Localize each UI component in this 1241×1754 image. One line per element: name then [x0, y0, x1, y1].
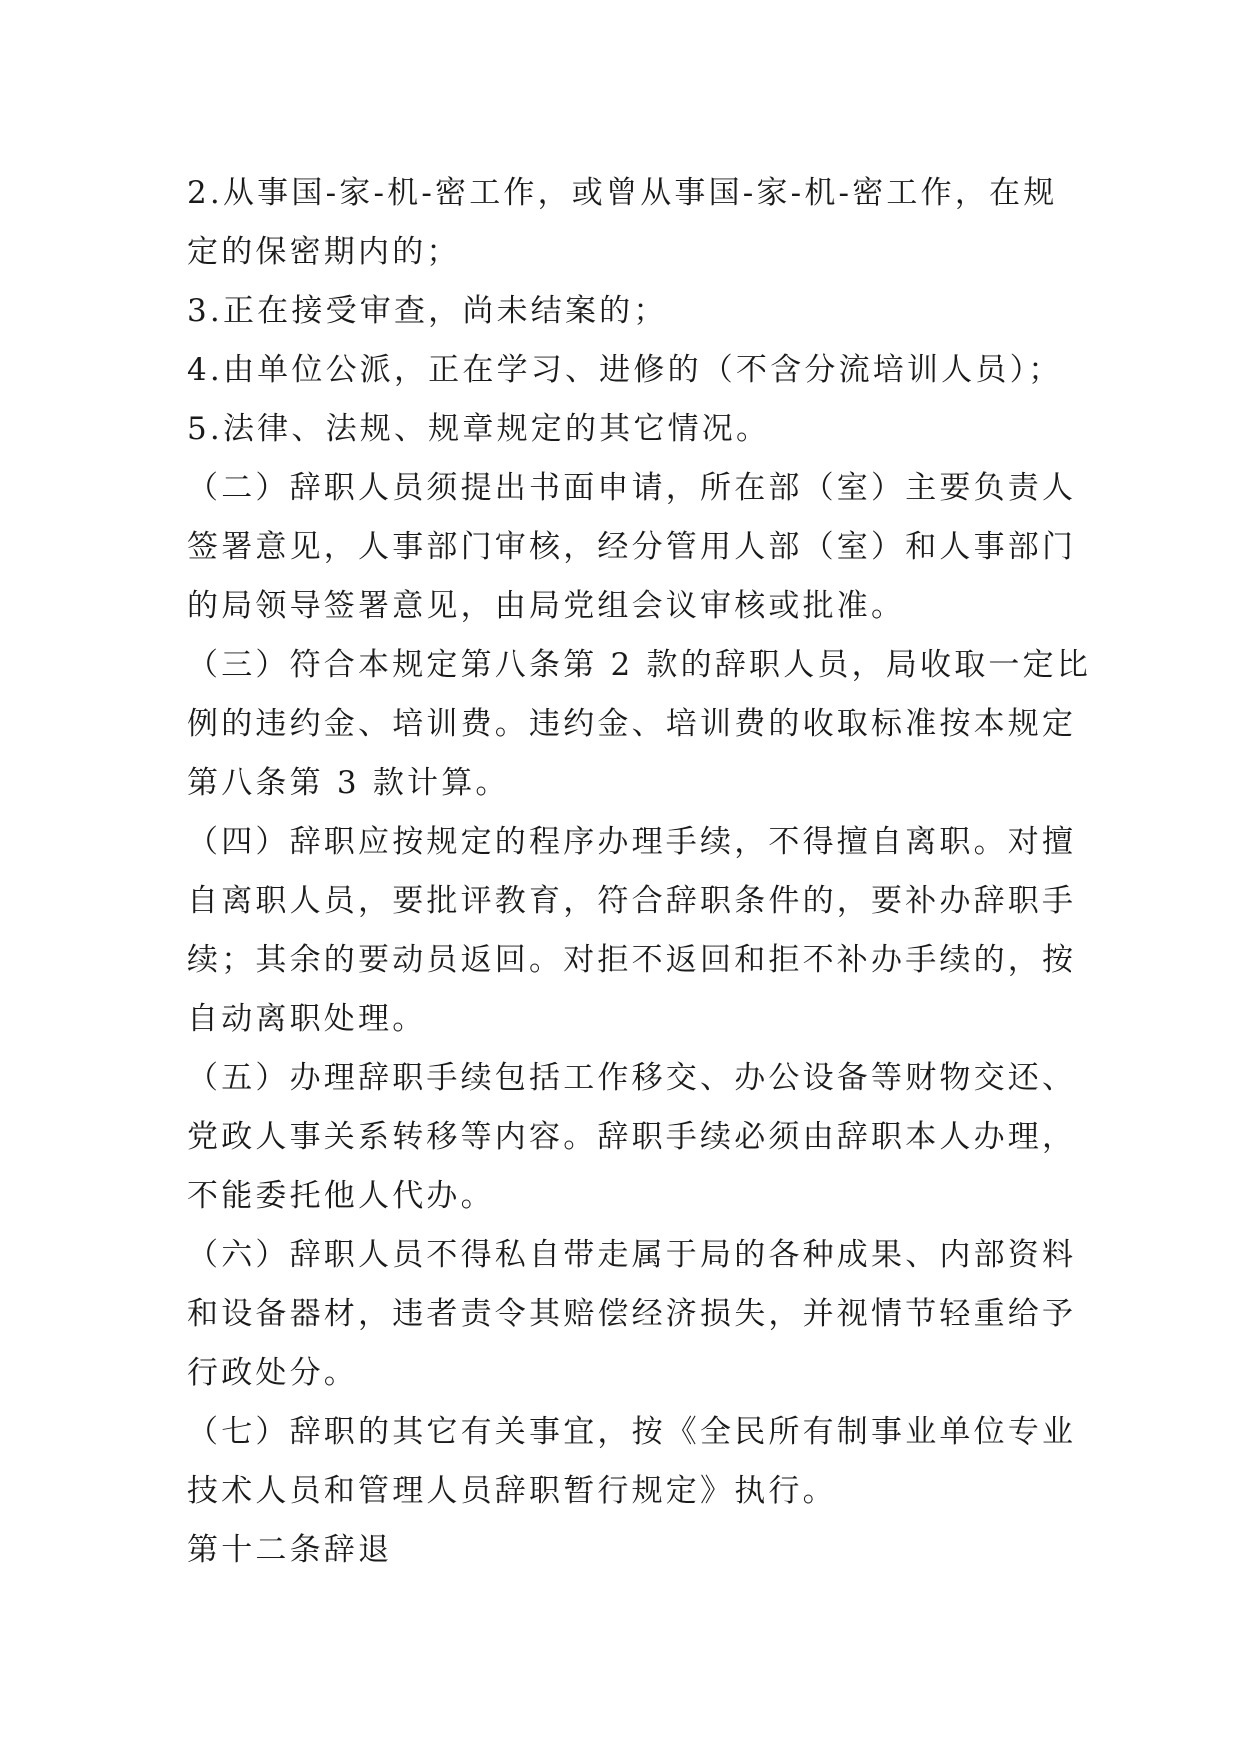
text-line: （六）辞职人员不得私自带走属于局的各种成果、内部资料 [187, 1237, 1077, 1273]
document-page [187, 164, 1092, 1580]
text-line: 自离职人员，要批评教育，符合辞职条件的，要补办辞职手 [187, 883, 1077, 919]
text-line: 技术人员和管理人员辞职暂行规定》执行。 [187, 1473, 837, 1509]
text-line: 自动离职处理。 [187, 1001, 427, 1037]
text-line: 第八条第 3 款计算。 [187, 765, 510, 801]
text-line: 和设备器材，违者责令其赔偿经济损失，并视情节轻重给予 [187, 1296, 1077, 1332]
text-line: 的局领导签署意见，由局党组会议审核或批准。 [187, 588, 906, 624]
text-line: （三）符合本规定第八条第 2 款的辞职人员，局收取一定比 [187, 647, 1092, 683]
text-line: 不能委托他人代办。 [187, 1178, 495, 1214]
text-line: （七）辞职的其它有关事宜，按《全民所有制事业单位专业 [187, 1414, 1077, 1450]
text-line: 定的保密期内的； [187, 234, 461, 270]
text-line: 党政人事关系转移等内容。辞职手续必须由辞职本人办理， [187, 1119, 1077, 1155]
section-heading: 第十二条辞退 [187, 1532, 393, 1568]
text-line: 4.由单位公派，正在学习、进修的（不含分流培训人员）； [187, 352, 1063, 388]
text-line: 例的违约金、培训费。违约金、培训费的收取标准按本规定 [187, 706, 1077, 742]
text-line: 签署意见，人事部门审核，经分管用人部（室）和人事部门 [187, 529, 1077, 565]
text-line: （五）办理辞职手续包括工作移交、办公设备等财物交还、 [187, 1060, 1077, 1096]
text-line: 3.正在接受审查，尚未结案的； [187, 293, 668, 329]
text-line: （二）辞职人员须提出书面申请，所在部（室）主要负责人 [187, 470, 1077, 506]
text-line: 行政处分。 [187, 1355, 358, 1391]
text-line: （四）辞职应按规定的程序办理手续，不得擅自离职。对擅 [187, 824, 1077, 860]
text-line: 5.法律、法规、规章规定的其它情况。 [187, 411, 771, 447]
text-line: 续；其余的要动员返回。对拒不返回和拒不补办手续的，按 [187, 942, 1077, 978]
text-line: 2.从事国-家-机-密工作，或曾从事国-家-机-密工作，在规 [187, 175, 1058, 211]
